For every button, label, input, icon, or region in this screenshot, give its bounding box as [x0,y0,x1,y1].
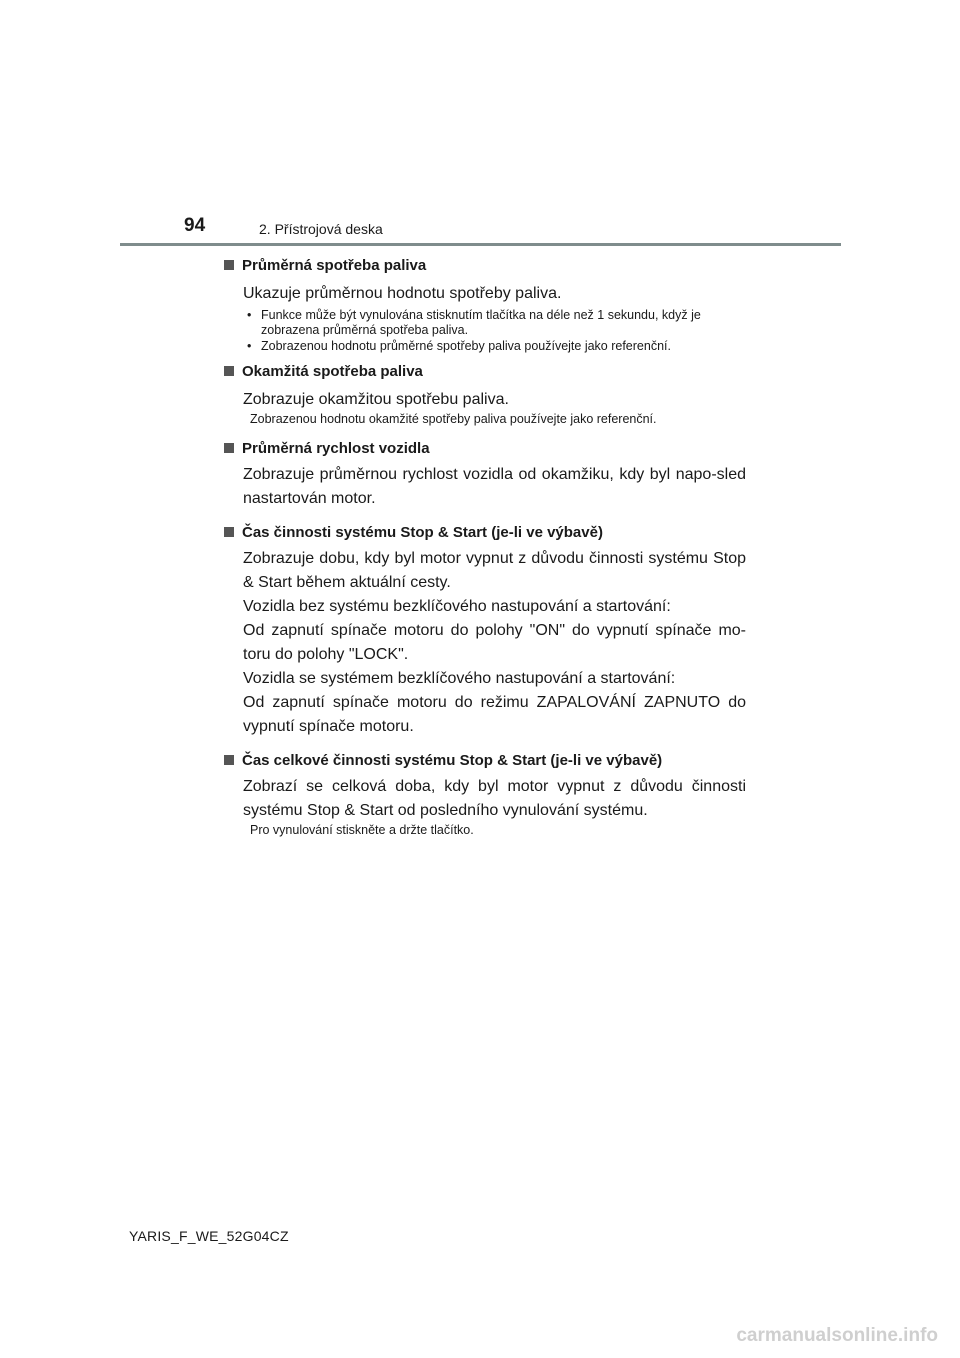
section-body: Vozidla bez systému bezklíčového nastupování a startování: [243,598,671,615]
section-average-speed [224,437,746,511]
section-note: Pro vynulování stiskněte a držte tlačítko. [250,823,474,837]
bullet-item: • Funkce může být vynulována stisknutím tlačítka na déle než 1 sekundu, když je zobrazena průměrná spotřeba paliva. [243,308,746,338]
chapter-title: 2. Přístrojová deska [259,221,383,237]
section-heading: Čas celkové činnosti systému Stop & Start (je-li ve výbavě) [242,751,663,769]
square-bullet-icon [224,527,234,537]
document-code: YARIS_F_WE_52G04CZ [129,1228,289,1244]
section-instant-fuel [224,360,746,427]
content [224,254,746,838]
section-body: Zobrazí se celková doba, kdy byl motor vypnut z důvodu činnosti systému Stop & Start od posledního vynulování systému. [243,778,746,819]
section-body: Vozidla se systémem bezklíčového nastupování a startování: [243,670,676,687]
section-body: Zobrazuje průměrnou rychlost vozidla od okamžiku, kdy byl napo-sled nastartován motor. [243,466,746,507]
square-bullet-icon [224,443,234,453]
square-bullet-icon [224,755,234,765]
header-rule [120,243,841,246]
section-heading: Průměrná spotřeba paliva [242,256,427,274]
square-bullet-icon [224,260,234,270]
section-stop-start-time [224,521,746,739]
section-body: Od zapnutí spínače motoru do polohy "ON" do vypnutí spínače mo-toru do polohy "LOCK". [243,622,746,663]
section-body: Zobrazuje dobu, kdy byl motor vypnut z důvodu činnosti systému Stop & Start během aktuální cesty. [243,550,746,591]
watermark: carmanualsonline.info [736,1325,938,1346]
section-heading: Čas činnosti systému Stop & Start (je-li ve výbavě) [242,523,603,541]
section-body: Ukazuje průměrnou hodnotu spotřeby paliva. [243,285,562,302]
section-heading: Okamžitá spotřeba paliva [242,362,423,380]
section-average-fuel [224,254,746,354]
section-note: Zobrazenou hodnotu okamžité spotřeby paliva používejte jako referenční. [250,412,657,426]
square-bullet-icon [224,366,234,376]
bullet-item: • Zobrazenou hodnotu průměrné spotřeby paliva používejte jako referenční. [243,339,746,354]
section-body: Zobrazuje okamžitou spotřebu paliva. [243,391,509,408]
section-total-stop-start-time [224,749,746,838]
section-body: Od zapnutí spínače motoru do režimu ZAPALOVÁNÍ ZAPNUTO do vypnutí spínače motoru. [243,694,746,735]
section-heading: Průměrná rychlost vozidla [242,439,430,457]
page-number: 94 [184,215,206,236]
